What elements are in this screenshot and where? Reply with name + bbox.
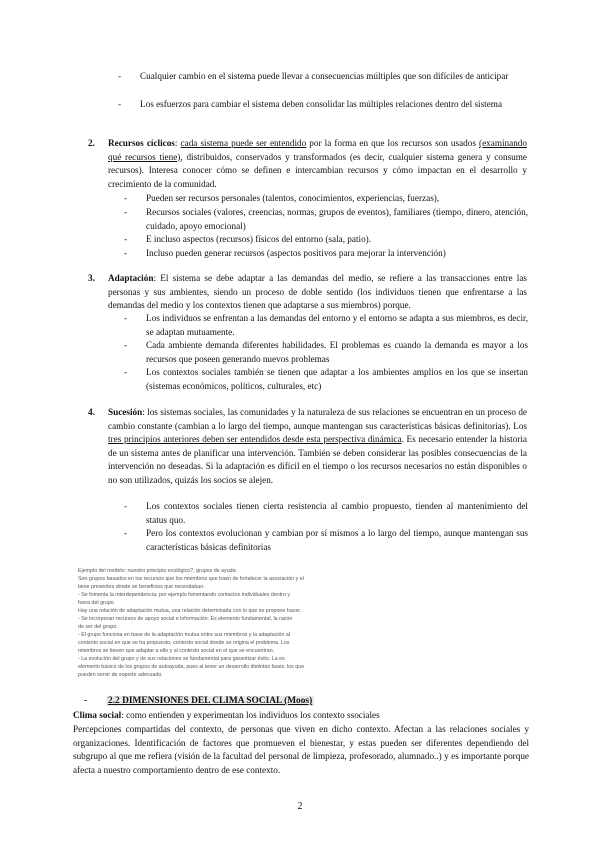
list-item: - Los contextos sociales también se tienen que adaptar a los ambientes amplios en los que se insertan (sistemas económicos, políticos, culturales, etc) [124,367,528,391]
section-title: Sucesión [108,407,143,417]
list-item: - Pueden ser recursos personales (talentos, conocimientos, experiencias, fuerzas), [124,193,440,203]
list-item: - E incluso aspectos (recursos) físicos del entorno (sala, patio). [124,234,372,244]
list-item: - Cada ambiente demanda diferentes habilidades. El problemas es cuando la demanda es mayor a los recursos que poseen generando nuevos problemas [124,340,528,364]
list-item: - Incluso pueden generar recursos (aspectos positivos para mejorar la intervención) [124,248,446,258]
section-title: Adaptación [108,273,154,283]
list-item: - Los individuos se enfrentan a las demandas del entorno y el entorno se adapta a sus miembros, es decir, se adaptan mutuamente. [124,313,528,337]
section-header-title: 2.2 DIMENSIONES DEL CLIMA SOCIAL (Moos) [108,696,313,706]
section-sucesion: 4. Sucesión: los sistemas sociales, las comunidades y la naturaleza de sus relaciones se encuentran en un proceso de cambio constante (cambian a lo largo del tiempo, aunque mantengan sus características básicas definitorias). Los tres principios anteriores deben ser entendidos desde esta perspectiva dinámica. Es necesario entender la historia de un sistema antes de planificar una intervención. También se deben considerar las posibles consecuencias de la intervención no deseadas. Si la adaptación es difícil en el tiempo o los recursos necesarios no están disponibles o no son utilizados, quizás los socios se alejen. [88,407,527,485]
list-item: - Pero los contextos evolucionan y cambian por sí mismos a lo largo del tiempo, aunque mantengan sus características básicas definitorias [124,528,528,552]
list-item: - Los contextos sociales tienen cierta resistencia al cambio propuesto, tienden al mantenimiento del status quo. [124,501,528,525]
list-item: - Recursos sociales (valores, creencias, normas, grupos de eventos), familiares (tiempo, dinero, atención, cuidado, apoyo emocional) [124,207,528,231]
list-item: - Los esfuerzos para cambiar el sistema deben consolidar las múltiples relaciones dentro del sistema [118,99,503,109]
list-item: - Cualquier cambio en el sistema puede llevar a consecuencias múltiples que son difíciles de anticipar [118,71,509,81]
section-title: Recursos cíclicos [108,138,175,148]
embedded-text-image: Ejemplo del modelo: nuestro principio ecológico?, grupos de ayuda: Son grupos basados en los recursos que los miembros que traen de fortalecer la asociación y el tiene presentes donde se beneficios que necesitaban. - Se fomenta la interdependencia, por ejemplo fomentando contactos individuales dentro y fuera del grupo. Hay una relación de adaptación mutua, una relación determinada con lo que se propone hacer. - Se incorporan recursos de apoyo social e información. Es elemento fundamental, la razón de ser del grupo. - El grupo funciona en base de la adaptación mutua entre sus miembros y la adaptación al contexto social en que se ha propuesto, contexto social donde se origina el problema. Los miembros se tienen que adaptar a ello y al contexto social en el que se encuentran. - La evolución del grupo y de sus relaciones se fundamental para garantizar éxito. La es elemento básico de los grupos de autoayuda, pues al tener un desarrollo distintas fases, los que pueden servir de soporte adecuado. [78,566,342,684]
clima-paragraph: Percepciones compartidas del contexto, de personas que viven en dicho contexto. Afectan a las relaciones sociales y organizaciones. Identificación de factores que promueven el bienestar, y estas pueden ser diferentes dependiendo del subgrupo al que me refiera (visión de la facultad del personal de limpieza, profesorado, alumnado..) y es importante porque afecta a nuestro comportamiento dentro de ese contexto. [73,724,529,775]
section-adaptacion: 3. Adaptación: El sistema se debe adaptar a las demandas del medio, se refiere a las transacciones entre las personas y sus ambientes, siendo un proceso de doble sentido (los individuos tienen que enfrentarse a las demandas del medio y los contextos tienen que adaptarse a sus miembros) porque. [88,273,527,311]
page-number: 2 [297,801,303,812]
section-recursos-ciclicos: 2. Recursos cíclicos: cada sistema puede ser entendido por la forma en que los recursos son usados (examinando qué recursos tiene), distribuidos, conservados y transformados (es decir, cualquier sistema genera y consume recursos). Interesa conocer cómo se definen e intercambian recursos y cómo impactan en el desarrollo y crecimiento de la comunidad. [88,138,527,189]
clima-definition: Clima social: como entienden y experimentan los individuos los contexto ssociales [73,710,380,720]
section-header: - 2.2 DIMENSIONES DEL CLIMA SOCIAL (Moos) [84,696,313,706]
